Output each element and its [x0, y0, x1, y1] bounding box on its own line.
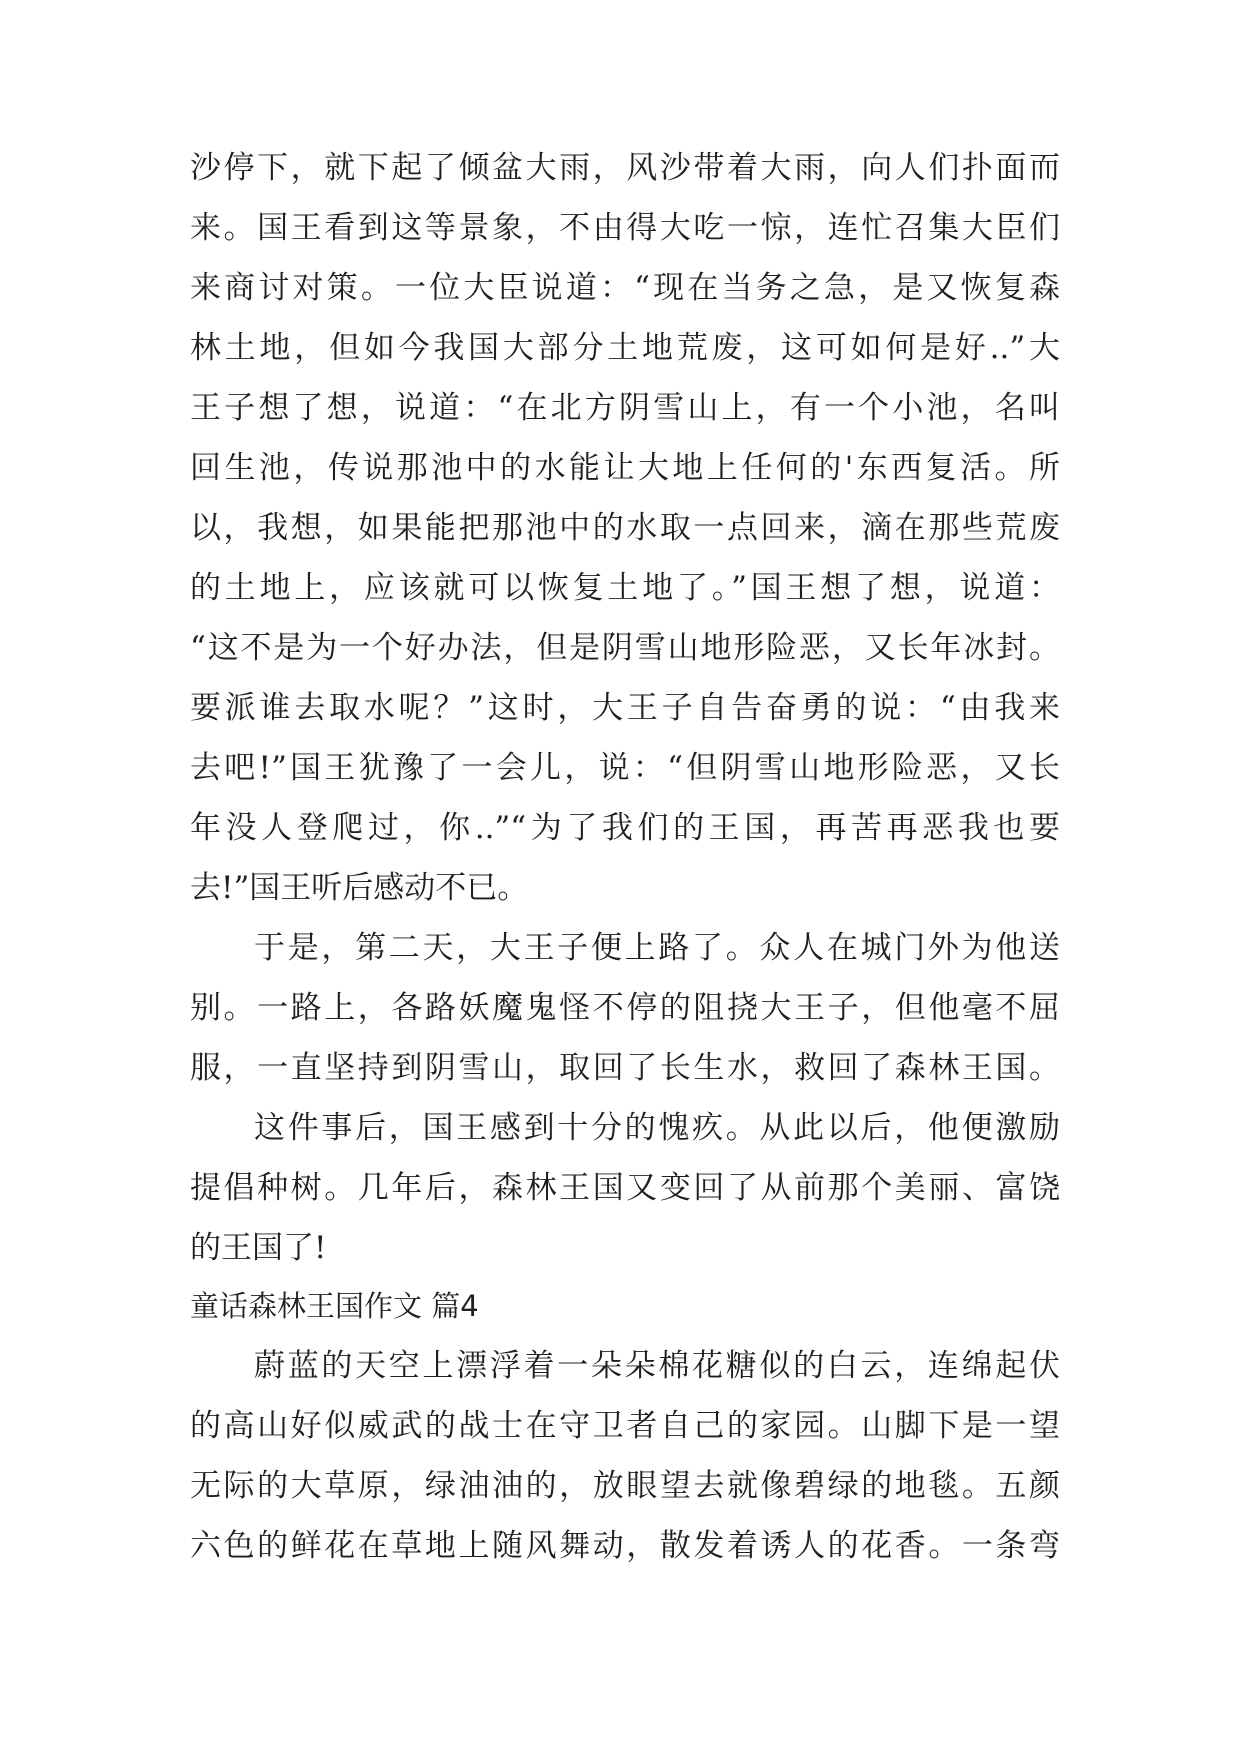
text-line: 来。国王看到这等景象，不由得大吃一惊，连忙召集大臣们 [190, 210, 1060, 246]
text-line: 要派谁去取水呢？”这时，大王子自告奋勇的说：“由我来 [190, 690, 1060, 726]
text-line: 去!”国王听后感动不已。 [190, 870, 529, 906]
text-line: 的高山好似威武的战士在守卫者自己的家园。山脚下是一望 [190, 1408, 1060, 1444]
text-line: 无际的大草原，绿油油的，放眼望去就像碧绿的地毯。五颜 [190, 1468, 1060, 1504]
text-line: 提倡种树。几年后，森林王国又变回了从前那个美丽、富饶 [190, 1170, 1060, 1206]
paragraph-start-line: 于是，第二天，大王子便上路了。众人在城门外为他送 [254, 930, 1060, 966]
text-line: 以，我想，如果能把那池中的水取一点回来，滴在那些荒废 [190, 510, 1060, 546]
text-line: “这不是为一个好办法，但是阴雪山地形险恶，又长年冰封。 [190, 630, 1060, 666]
paragraph-start-line: 蔚蓝的天空上漂浮着一朵朵棉花糖似的白云，连绵起伏 [254, 1348, 1060, 1384]
text-line: 回生池，传说那池中的水能让大地上任何的'东西复活。所 [190, 450, 1060, 486]
text-line: 的土地上，应该就可以恢复土地了。”国王想了想，说道： [190, 570, 1060, 606]
text-line: 服，一直坚持到阴雪山，取回了长生水，救回了森林王国。 [190, 1050, 1060, 1086]
paragraph-start-line: 这件事后，国王感到十分的愧疚。从此以后，他便激励 [254, 1110, 1060, 1146]
text-line: 来商讨对策。一位大臣说道：“现在当务之急，是又恢复森 [190, 270, 1060, 306]
section-heading: 童话森林王国作文 篇4 [190, 1289, 479, 1323]
text-line: 王子想了想，说道：“在北方阴雪山上，有一个小池，名叫 [190, 390, 1060, 426]
text-line: 沙停下，就下起了倾盆大雨，风沙带着大雨，向人们扑面而 [190, 150, 1060, 186]
text-line: 六色的鲜花在草地上随风舞动，散发着诱人的花香。一条弯 [190, 1528, 1060, 1564]
text-line: 年没人登爬过，你..”“为了我们的王国，再苦再恶我也要 [190, 810, 1060, 846]
text-line: 林土地，但如今我国大部分土地荒废，这可如何是好..”大 [190, 330, 1060, 366]
text-line: 去吧!”国王犹豫了一会儿，说：“但阴雪山地形险恶，又长 [190, 750, 1060, 786]
text-line: 别。一路上，各路妖魔鬼怪不停的阻挠大王子，但他毫不屈 [190, 990, 1060, 1026]
text-line: 的王国了! [190, 1230, 327, 1266]
